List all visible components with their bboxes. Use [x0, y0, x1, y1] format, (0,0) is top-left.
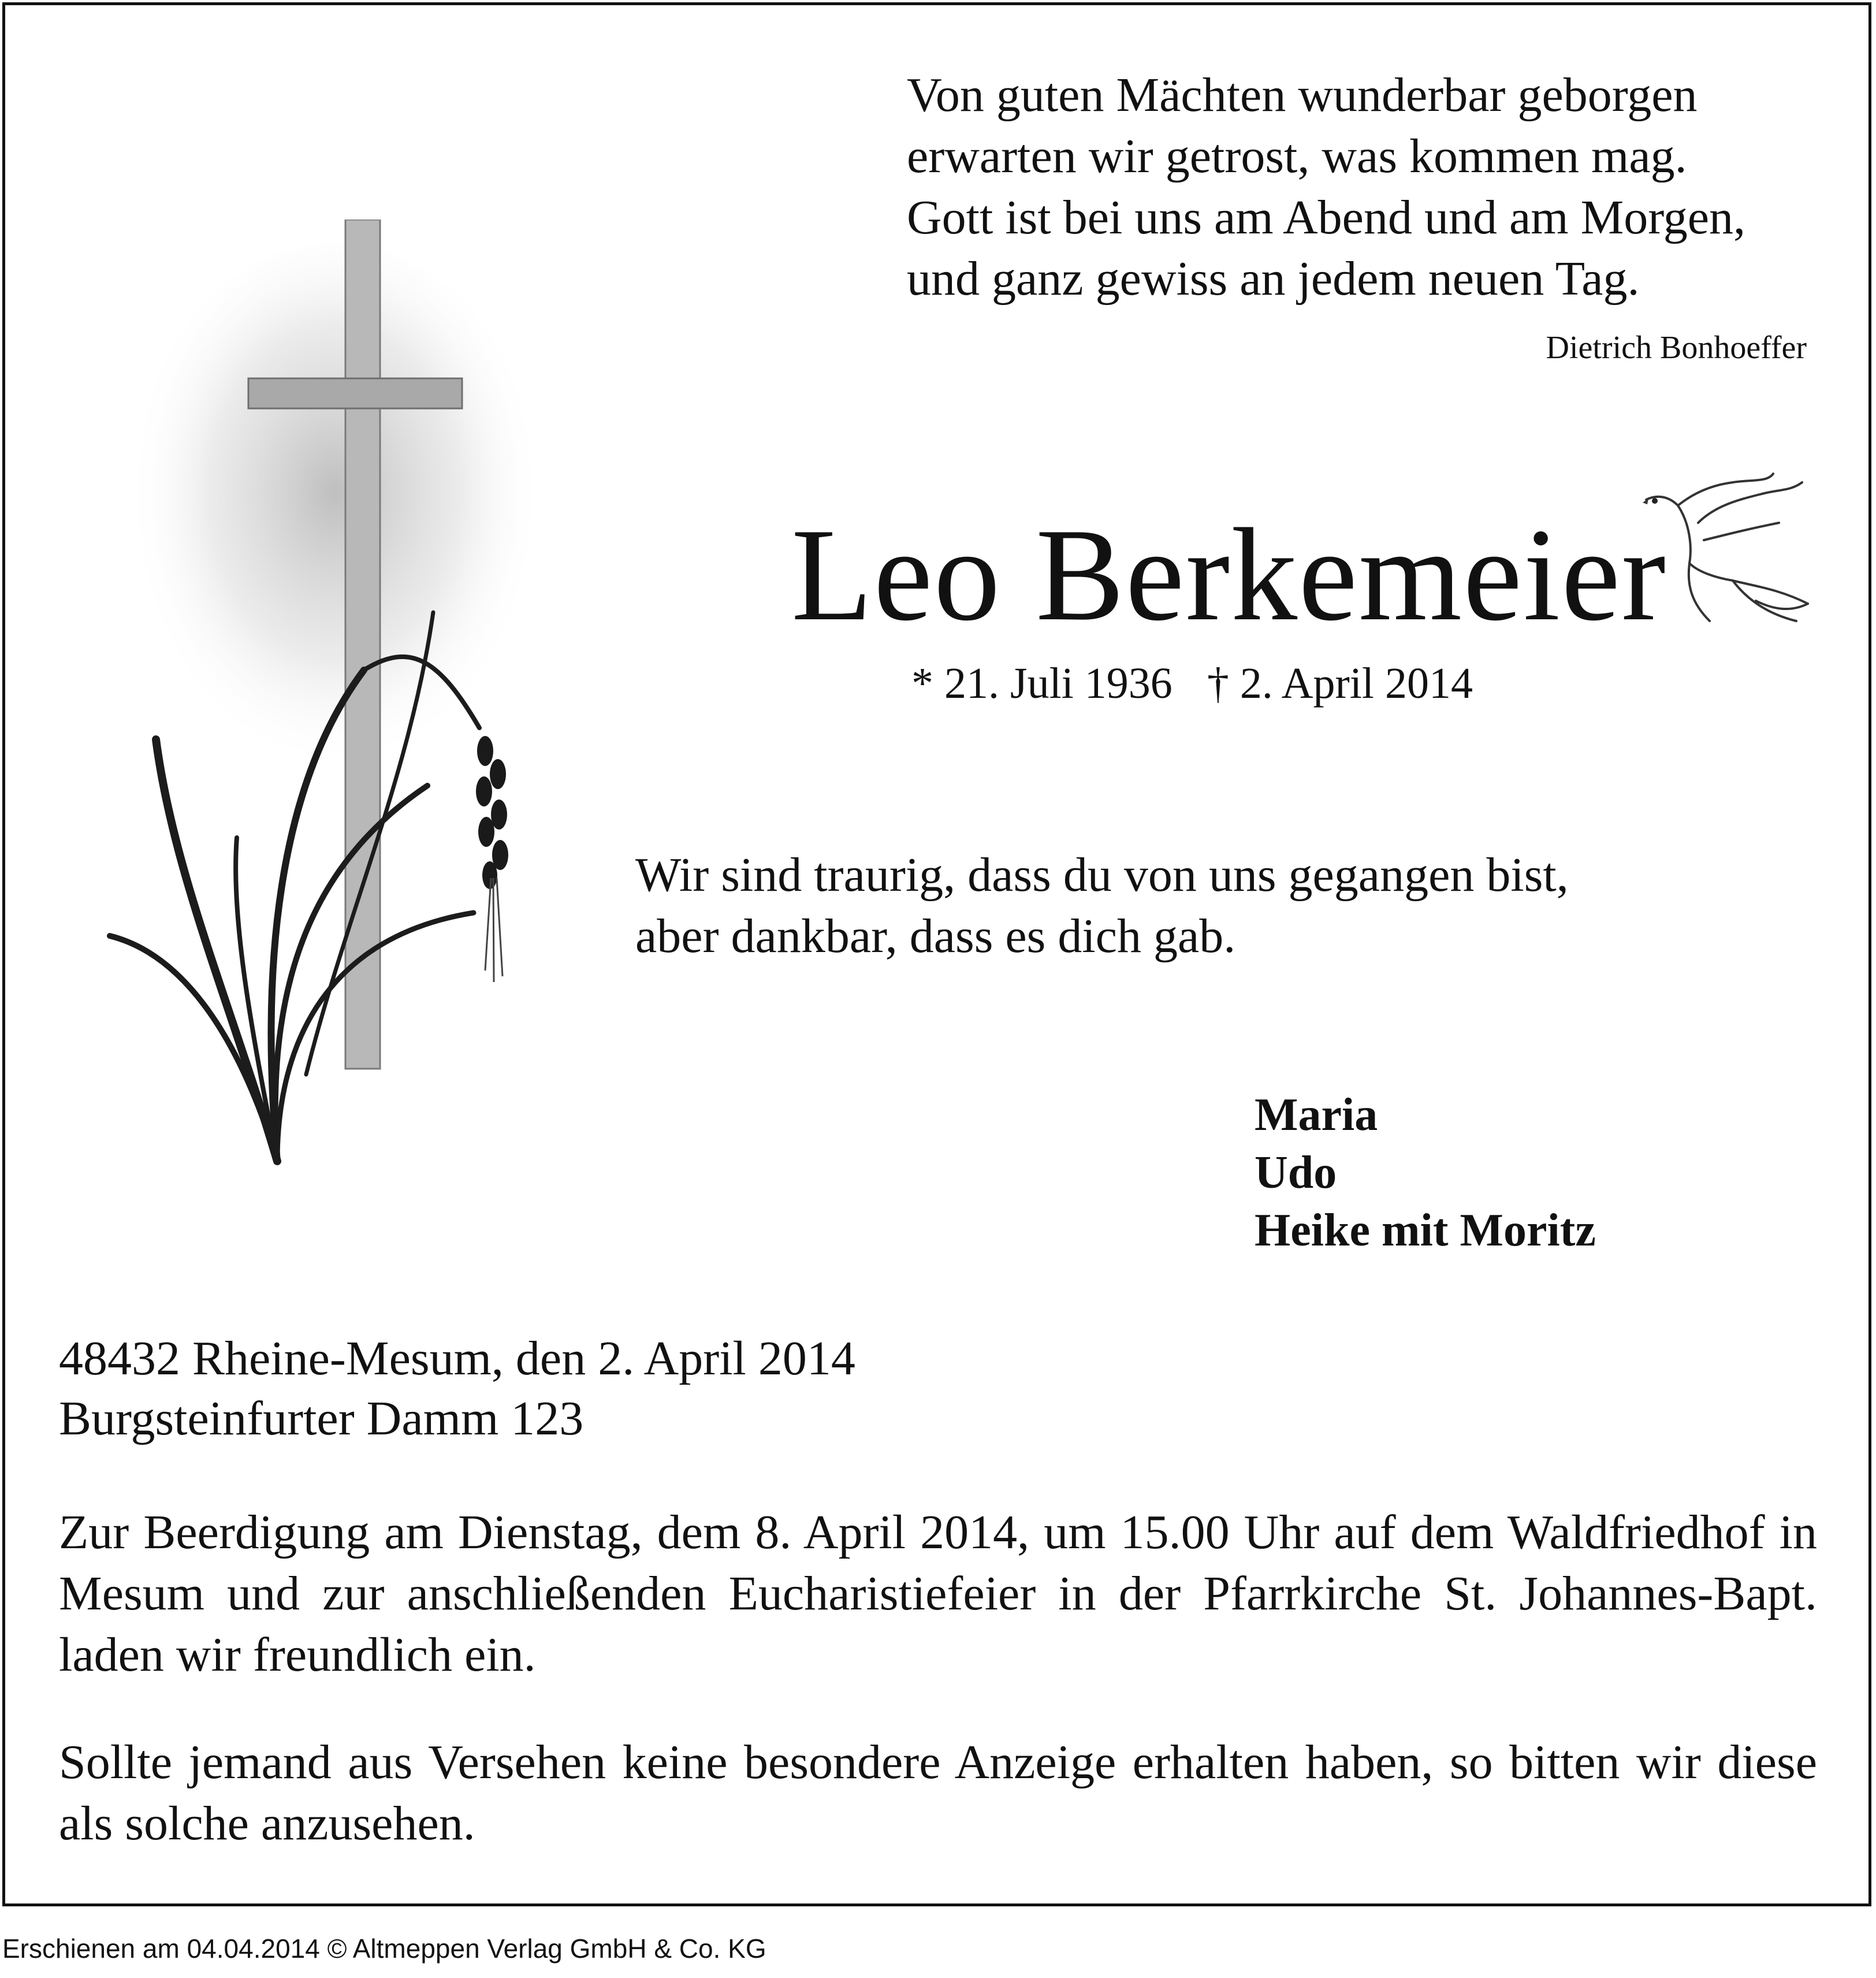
life-dates	[911, 659, 1473, 709]
funeral-info: Zur Beerdigung am Dienstag, dem 8. April 2014, um 15.00 Uhr auf dem Waldfriedhof in Mesum und zur anschließenden Eucharistiefeier in der Pfarrkirche St. Johannes-Bapt. laden wir freundlich ein.	[59, 1505, 1817, 1682]
bonhoeffer-poem	[907, 65, 1745, 310]
poem-line: erwarten wir getrost, was kommen mag.	[907, 129, 1687, 183]
mourning-line: aber dankbar, dass es dich gab.	[635, 909, 1236, 963]
mourning-line: Wir sind traurig, dass du von uns gegangen bist,	[635, 848, 1569, 902]
family-member: Heike mit Moritz	[1255, 1205, 1596, 1256]
notice-info: Sollte jemand aus Versehen keine besondere Anzeige erhalten haben, so bitten wir diese als solche anzusehen.	[59, 1735, 1817, 1850]
cross-with-wheat-icon	[87, 220, 595, 1202]
deceased-name: Leo Berkemeier	[791, 501, 1667, 648]
poem-line: Von guten Mächten wunderbar geborgen	[907, 68, 1698, 122]
mourning-text	[635, 845, 1569, 967]
family-member: Udo	[1255, 1147, 1337, 1198]
poem-line: und ganz gewiss an jedem neuen Tag.	[907, 252, 1640, 306]
publication-footer: Erschienen am 04.04.2014 © Altmeppen Verlag GmbH & Co. KG	[2, 1934, 766, 1964]
poem-line: Gott ist bei uns am Abend und am Morgen,	[907, 191, 1745, 244]
place-date: 48432 Rheine-Mesum, den 2. April 2014	[59, 1332, 855, 1385]
address-block	[59, 1329, 855, 1449]
poem-author: Dietrich Bonhoeffer	[1546, 330, 1807, 366]
family-signatures	[1255, 1086, 1596, 1259]
family-member: Maria	[1255, 1090, 1378, 1140]
death-date: † 2. April 2014	[1207, 659, 1473, 708]
birth-date: * 21. Juli 1936	[911, 659, 1172, 708]
street: Burgsteinfurter Damm 123	[59, 1392, 584, 1445]
